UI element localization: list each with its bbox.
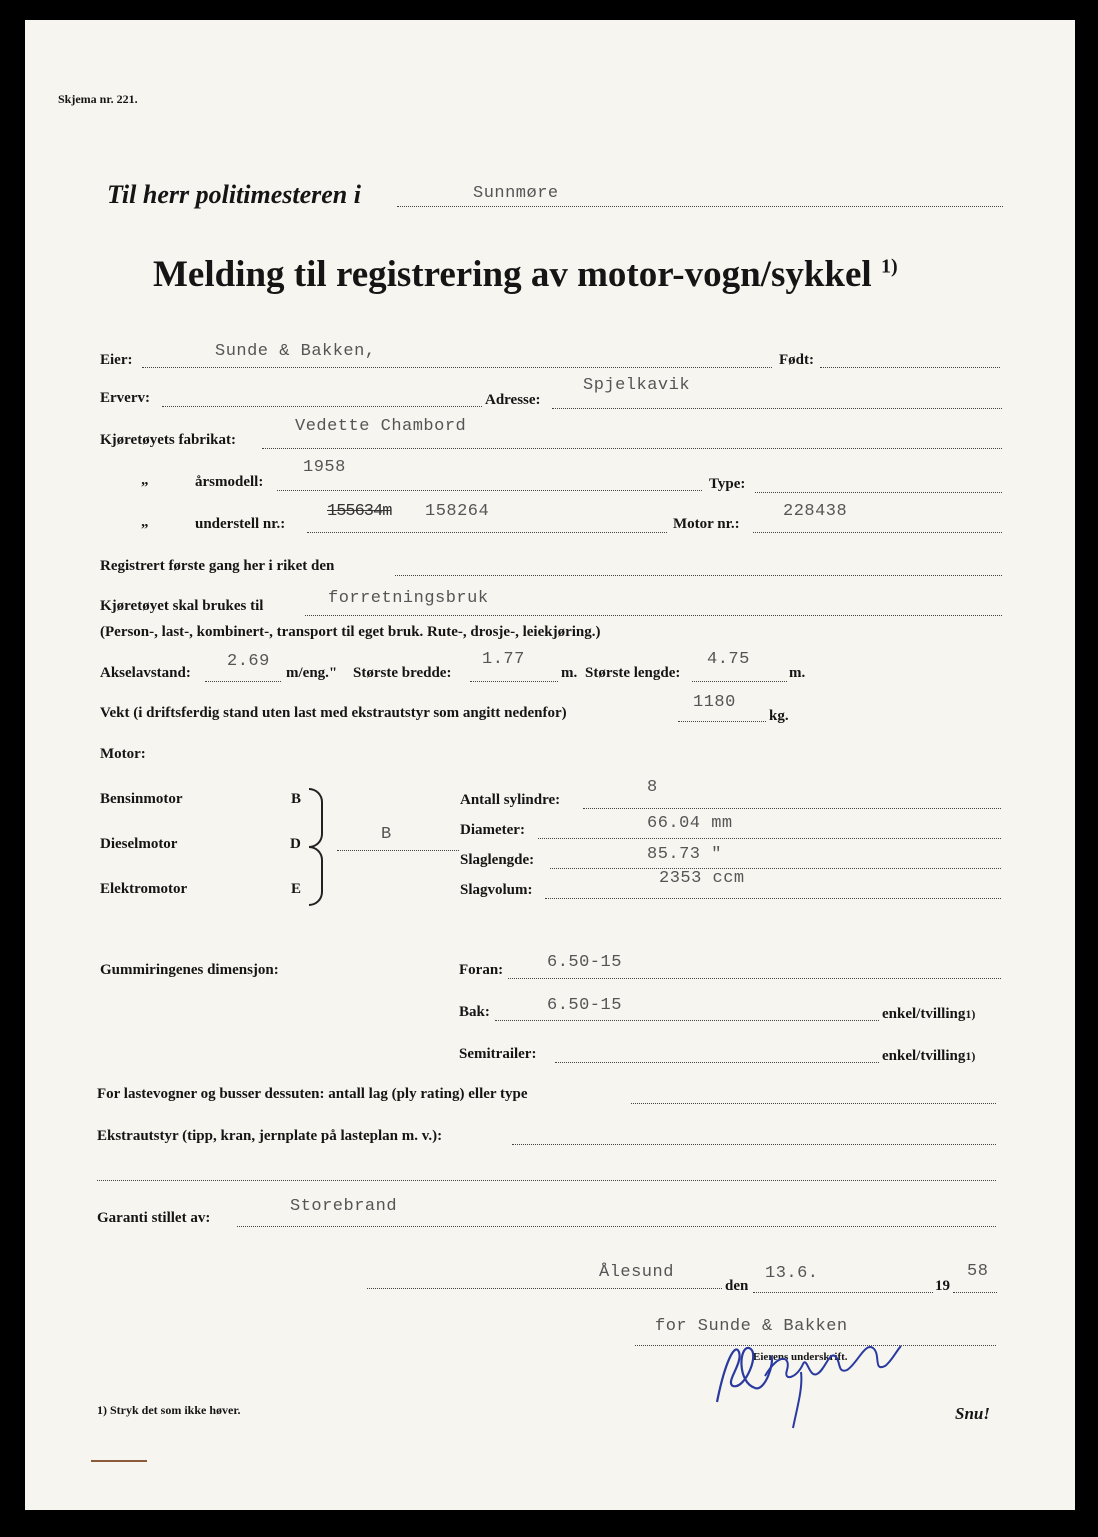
- extras-line-1: [512, 1144, 996, 1145]
- width-unit: m.: [561, 665, 578, 681]
- signature-caption: Eierens underskrift.: [753, 1351, 848, 1363]
- length-label: Største lengde:: [585, 665, 681, 681]
- make-value[interactable]: Vedette Chambord: [295, 417, 467, 436]
- owner-value[interactable]: Sunde & Bakken,: [215, 342, 376, 361]
- motor-type-electric-code: E: [291, 881, 302, 897]
- weight-value[interactable]: 1180: [693, 693, 736, 712]
- form-title: [153, 253, 898, 296]
- salutation-label: Til herr politimesteren i: [107, 180, 361, 209]
- length-line: [692, 681, 787, 682]
- length-value[interactable]: 4.75: [707, 650, 750, 669]
- motor-heading: Motor:: [100, 746, 146, 762]
- motor-type-petrol: Bensinmotor: [100, 791, 183, 807]
- type-line: [755, 492, 1002, 493]
- weight-label: Vekt (i driftsferdig stand uten last med ekstrautstyr som angitt nedenfor): [100, 705, 567, 721]
- ditto-mark-1: „: [141, 472, 149, 488]
- born-label: Født:: [779, 352, 814, 368]
- motor-type-diesel-code: D: [290, 836, 301, 852]
- semitrailer-footnote-ref: 1): [965, 1049, 976, 1063]
- displacement-label: Slagvolum:: [460, 882, 533, 898]
- usage-note: (Person-, last-, kombinert-, transport til eget bruk. Rute-, drosje-, leiekjøring.): [100, 624, 601, 640]
- owner-line: [142, 367, 772, 368]
- wheelbase-label: Akselavstand:: [100, 665, 191, 681]
- rear-single-twin: [882, 1006, 975, 1023]
- first-registration-line: [395, 575, 1002, 576]
- usage-value[interactable]: forretningsbruk: [328, 589, 489, 608]
- motor-no-label: Motor nr.:: [673, 516, 740, 532]
- guarantee-value[interactable]: Storebrand: [290, 1197, 398, 1216]
- wheelbase-line: [205, 681, 281, 682]
- address-line: [552, 408, 1002, 409]
- year-prefix: 19: [935, 1278, 950, 1294]
- semitrailer-single-twin: [882, 1048, 975, 1065]
- cylinders-value[interactable]: 8: [647, 778, 658, 797]
- front-tyre-value[interactable]: 6.50-15: [547, 953, 622, 972]
- stroke-line: [550, 868, 1001, 869]
- chassis-value[interactable]: 158264: [425, 502, 490, 521]
- place-line: [367, 1288, 722, 1289]
- extras-line-2: [97, 1180, 996, 1181]
- model-year-line: [277, 490, 702, 491]
- acquisition-label: Erverv:: [100, 390, 150, 406]
- ply-rating-line: [631, 1103, 996, 1104]
- extras-label: Ekstrautstyr (tipp, kran, jernplate på lasteplan m. v.):: [97, 1128, 443, 1144]
- first-registration-label: Registrert første gang her i riket den: [100, 558, 335, 574]
- width-value[interactable]: 1.77: [482, 650, 525, 669]
- semitrailer-single-twin-text: enkel/tvilling: [882, 1048, 966, 1064]
- chassis-line: [307, 532, 667, 533]
- rear-tyre-label: Bak:: [459, 1004, 490, 1020]
- salutation-line: [397, 206, 1003, 207]
- width-line: [470, 681, 558, 682]
- registration-form: [25, 20, 1075, 1510]
- form-number: Skjema nr. 221.: [58, 92, 138, 106]
- rear-single-twin-text: enkel/tvilling: [882, 1006, 966, 1022]
- address-label: Adresse:: [485, 392, 541, 408]
- length-unit: m.: [789, 665, 806, 681]
- motor-no-value[interactable]: 228438: [783, 502, 848, 521]
- front-tyre-label: Foran:: [459, 962, 504, 978]
- decorative-dash: [91, 1460, 147, 1462]
- motor-brace-bottom: [309, 846, 323, 906]
- motor-brace-top: [309, 788, 323, 848]
- diameter-label: Diameter:: [460, 822, 525, 838]
- stroke-label: Slaglengde:: [460, 852, 535, 868]
- born-line: [820, 367, 1000, 368]
- year-line: [953, 1292, 997, 1293]
- motor-type-diesel: Dieselmotor: [100, 836, 178, 852]
- owner-label: Eier:: [100, 352, 133, 368]
- ditto-mark-2: „: [141, 514, 149, 530]
- cylinders-line: [583, 808, 1001, 809]
- date-line: [753, 1292, 933, 1293]
- model-year-value[interactable]: 1958: [303, 458, 346, 477]
- date-den-label: den: [725, 1278, 749, 1294]
- chassis-struck-value: 155634m: [327, 502, 392, 521]
- rear-tyre-line: [495, 1020, 879, 1021]
- motor-type-electric: Elektromotor: [100, 881, 188, 897]
- on-behalf-text: for Sunde & Bakken: [655, 1317, 848, 1336]
- motor-choice-line: [337, 850, 459, 851]
- footnote: 1) Stryk det som ikke høver.: [97, 1403, 241, 1417]
- motor-choice-value[interactable]: B: [381, 825, 392, 844]
- make-label: Kjøretøyets fabrikat:: [100, 432, 236, 448]
- rear-tyre-value[interactable]: 6.50-15: [547, 996, 622, 1015]
- usage-label: Kjøretøyet skal brukes til: [100, 598, 264, 614]
- cylinders-label: Antall sylindre:: [460, 792, 561, 808]
- turn-over-note: Snu!: [955, 1404, 990, 1423]
- semitrailer-line: [555, 1062, 879, 1063]
- diameter-value[interactable]: 66.04 mm: [647, 814, 733, 833]
- address-value[interactable]: Spjelkavik: [583, 376, 691, 395]
- usage-line: [305, 615, 1002, 616]
- weight-line: [678, 721, 766, 722]
- motor-no-line: [753, 532, 1002, 533]
- acquisition-line: [162, 406, 482, 407]
- make-line: [262, 448, 1002, 449]
- signing-date[interactable]: 13.6.: [765, 1264, 819, 1283]
- type-label: Type:: [709, 476, 746, 492]
- guarantee-label: Garanti stillet av:: [97, 1210, 211, 1226]
- title-footnote-ref: 1): [880, 255, 898, 278]
- front-tyre-line: [508, 978, 1001, 979]
- displacement-line: [545, 898, 1001, 899]
- police-district[interactable]: Sunnmøre: [473, 184, 559, 203]
- rear-footnote-ref: 1): [965, 1007, 976, 1021]
- tyres-label: Gummiringenes dimensjon:: [100, 962, 279, 978]
- width-label: Største bredde:: [353, 665, 452, 681]
- semitrailer-label: Semitrailer:: [459, 1046, 537, 1062]
- handwritten-signature: [705, 1312, 905, 1432]
- year-suffix[interactable]: 58: [967, 1262, 989, 1281]
- signing-place[interactable]: Ålesund: [599, 1263, 674, 1282]
- diameter-line: [538, 838, 1001, 839]
- guarantee-line: [237, 1226, 996, 1227]
- weight-unit: kg.: [769, 708, 789, 724]
- wheelbase-value[interactable]: 2.69: [227, 652, 270, 671]
- form-title-text: Melding til registrering av motor-vogn/sykkel: [153, 254, 872, 295]
- ply-rating-label: For lastevogner og busser dessuten: antall lag (ply rating) eller type: [97, 1086, 528, 1102]
- model-year-label: årsmodell:: [195, 474, 264, 490]
- motor-type-petrol-code: B: [291, 791, 302, 807]
- displacement-value[interactable]: 2353 ccm: [659, 869, 745, 888]
- wheelbase-unit: m/eng.": [286, 665, 338, 681]
- stroke-value[interactable]: 85.73 ": [647, 845, 722, 864]
- chassis-label: understell nr.:: [195, 516, 286, 532]
